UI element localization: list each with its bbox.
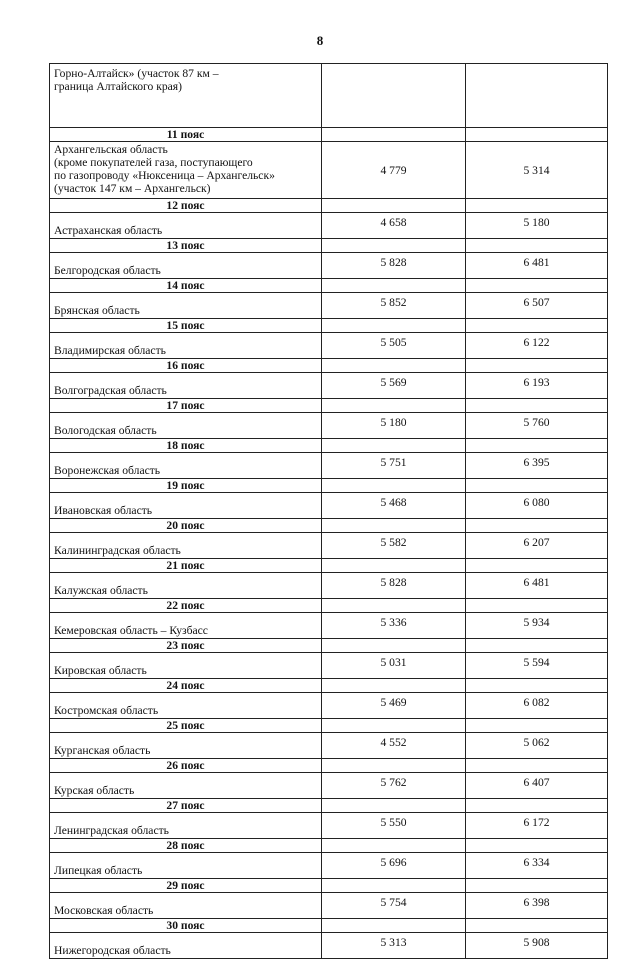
value-2-cell: 5 062	[466, 733, 608, 759]
belt-empty-cell	[322, 919, 466, 933]
value-2-cell: 5 314	[466, 142, 608, 199]
value-2-cell: 6 080	[466, 493, 608, 519]
region-name-cell: Нижегородская область	[50, 933, 322, 959]
belt-empty-cell	[466, 399, 608, 413]
belt-header-row	[50, 799, 608, 813]
belt-empty-cell	[322, 519, 466, 533]
table-row	[50, 653, 608, 679]
belt-empty-cell	[322, 199, 466, 213]
tariff-table-body	[50, 64, 608, 959]
region-name-cell: Липецкая область	[50, 853, 322, 879]
region-name-line: (участок 147 км – Архангельск)	[54, 181, 211, 195]
belt-empty-cell	[322, 799, 466, 813]
belt-header-row	[50, 519, 608, 533]
table-row	[50, 533, 608, 559]
belt-header-row	[50, 319, 608, 333]
value-2-cell: 5 760	[466, 413, 608, 439]
region-name-cell: Курская область	[50, 773, 322, 799]
value-2-cell: 5 934	[466, 613, 608, 639]
value-1-cell: 5 569	[322, 373, 466, 399]
belt-header-row	[50, 279, 608, 293]
belt-empty-cell	[466, 319, 608, 333]
belt-empty-cell	[466, 439, 608, 453]
table-row	[50, 493, 608, 519]
belt-empty-cell	[466, 719, 608, 733]
value-2-cell: 6 122	[466, 333, 608, 359]
value-1-cell: 5 550	[322, 813, 466, 839]
belt-header-row	[50, 399, 608, 413]
region-name-cell: Воронежская область	[50, 453, 322, 479]
belt-empty-cell	[322, 399, 466, 413]
belt-label: 24 пояс	[50, 679, 322, 693]
table-row	[50, 253, 608, 279]
value-2-cell: 5 908	[466, 933, 608, 959]
belt-empty-cell	[466, 479, 608, 493]
belt-label: 14 пояс	[50, 279, 322, 293]
belt-label: 18 пояс	[50, 439, 322, 453]
belt-empty-cell	[466, 639, 608, 653]
table-row	[50, 613, 608, 639]
belt-header-row	[50, 359, 608, 373]
belt-empty-cell	[466, 759, 608, 773]
value-1-cell: 5 754	[322, 893, 466, 919]
belt-empty-cell	[322, 128, 466, 142]
belt-header-row	[50, 719, 608, 733]
value-1-cell: 5 469	[322, 693, 466, 719]
table-row	[50, 773, 608, 799]
value-2-cell: 6 395	[466, 453, 608, 479]
region-name-cell: Калужская область	[50, 573, 322, 599]
region-name-cell: Белгородская область	[50, 253, 322, 279]
belt-label: 25 пояс	[50, 719, 322, 733]
value-2-cell: 6 172	[466, 813, 608, 839]
belt-header-row	[50, 679, 608, 693]
region-name-cell: Костромская область	[50, 693, 322, 719]
region-name-cell: Калининградская область	[50, 533, 322, 559]
region-name-line: Горно-Алтайск» (участок 87 км –	[54, 67, 219, 80]
belt-header-row	[50, 599, 608, 613]
page-number: 8	[316, 33, 324, 48]
table-row	[50, 733, 608, 759]
belt-empty-cell	[466, 839, 608, 853]
belt-label: 11 пояс	[50, 128, 322, 142]
value-1-cell: 4 658	[322, 213, 466, 239]
belt-label: 15 пояс	[50, 319, 322, 333]
value-1-cell: 5 031	[322, 653, 466, 679]
value-2-cell: 6 507	[466, 293, 608, 319]
belt-label: 26 пояс	[50, 759, 322, 773]
region-name-cell: Ивановская область	[50, 493, 322, 519]
value-2-cell: 6 207	[466, 533, 608, 559]
belt-label: 19 пояс	[50, 479, 322, 493]
belt-header-row	[50, 759, 608, 773]
belt-label: 23 пояс	[50, 639, 322, 653]
belt-empty-cell	[322, 439, 466, 453]
value-1-cell: 5 762	[322, 773, 466, 799]
value-1-cell: 4 552	[322, 733, 466, 759]
table-row	[50, 573, 608, 599]
belt-header-row	[50, 879, 608, 893]
belt-empty-cell	[466, 679, 608, 693]
belt-label: 20 пояс	[50, 519, 322, 533]
table-row-continued	[50, 64, 608, 128]
belt-empty-cell	[466, 879, 608, 893]
belt-label: 21 пояс	[50, 559, 322, 573]
belt-header-row	[50, 839, 608, 853]
region-name-line: по газопроводу «Нюксеница – Архангельск»	[54, 169, 275, 182]
belt-empty-cell	[466, 128, 608, 142]
belt-label: 22 пояс	[50, 599, 322, 613]
belt-header-row	[50, 239, 608, 253]
table-row	[50, 853, 608, 879]
belt-empty-cell	[466, 279, 608, 293]
belt-empty-cell	[322, 319, 466, 333]
value-1-cell: 5 336	[322, 613, 466, 639]
belt-empty-cell	[322, 599, 466, 613]
region-name-cell: Кировская область	[50, 653, 322, 679]
belt-label: 28 пояс	[50, 839, 322, 853]
region-name-line: граница Алтайского края)	[54, 80, 182, 93]
belt-header-row	[50, 199, 608, 213]
value-2-cell: 6 398	[466, 893, 608, 919]
value-1-cell: 5 852	[322, 293, 466, 319]
value-2-cell: 5 594	[466, 653, 608, 679]
belt-empty-cell	[466, 199, 608, 213]
table-row	[50, 933, 608, 959]
table-row	[50, 693, 608, 719]
belt-empty-cell	[322, 279, 466, 293]
table-row	[50, 453, 608, 479]
belt-label: 16 пояс	[50, 359, 322, 373]
belt-header-row	[50, 559, 608, 573]
value-1-cell: 5 468	[322, 493, 466, 519]
belt-empty-cell	[322, 359, 466, 373]
region-name-cell: Кемеровская область – Кузбасс	[50, 613, 322, 639]
belt-header-row	[50, 128, 608, 142]
tariff-table	[49, 63, 608, 959]
value-1-cell: 5 313	[322, 933, 466, 959]
table-row	[50, 373, 608, 399]
table-row	[50, 813, 608, 839]
belt-empty-cell	[322, 679, 466, 693]
belt-empty-cell	[466, 519, 608, 533]
table-row	[50, 293, 608, 319]
value-1-cell: 5 505	[322, 333, 466, 359]
value-1-cell: 5 828	[322, 253, 466, 279]
value-1-cell: 5 180	[322, 413, 466, 439]
region-name-cell: Волгоградская область	[50, 373, 322, 399]
belt-label: 12 пояс	[50, 199, 322, 213]
region-name-cell: Московская область	[50, 893, 322, 919]
region-name-cell: Владимирская область	[50, 333, 322, 359]
region-name-cell: Вологодская область	[50, 413, 322, 439]
value-2-cell	[466, 64, 608, 128]
belt-empty-cell	[322, 479, 466, 493]
belt-label: 30 пояс	[50, 919, 322, 933]
belt-empty-cell	[466, 239, 608, 253]
belt-empty-cell	[322, 559, 466, 573]
belt-empty-cell	[322, 719, 466, 733]
table-row	[50, 413, 608, 439]
value-2-cell: 6 082	[466, 693, 608, 719]
value-1-cell: 4 779	[322, 142, 466, 199]
belt-empty-cell	[466, 599, 608, 613]
value-2-cell: 6 334	[466, 853, 608, 879]
belt-label: 13 пояс	[50, 239, 322, 253]
value-1-cell: 5 828	[322, 573, 466, 599]
table-row	[50, 213, 608, 239]
region-name-line: (кроме покупателей газа, поступающего	[54, 156, 253, 170]
value-1-cell: 5 751	[322, 453, 466, 479]
region-name-cell: Курганская область	[50, 733, 322, 759]
belt-empty-cell	[466, 559, 608, 573]
belt-empty-cell	[322, 239, 466, 253]
belt-empty-cell	[466, 359, 608, 373]
belt-label: 17 пояс	[50, 399, 322, 413]
belt-header-row	[50, 439, 608, 453]
region-name-cell	[50, 64, 322, 128]
value-2-cell: 6 481	[466, 573, 608, 599]
table-row	[50, 893, 608, 919]
value-2-cell: 5 180	[466, 213, 608, 239]
region-name-line: Архангельская область	[54, 143, 168, 157]
belt-label: 27 пояс	[50, 799, 322, 813]
value-2-cell: 6 193	[466, 373, 608, 399]
belt-empty-cell	[322, 759, 466, 773]
region-name-cell: Ленинградская область	[50, 813, 322, 839]
value-1-cell: 5 696	[322, 853, 466, 879]
belt-label: 29 пояс	[50, 879, 322, 893]
region-name-cell: Брянская область	[50, 293, 322, 319]
belt-empty-cell	[466, 919, 608, 933]
belt-header-row	[50, 919, 608, 933]
belt-empty-cell	[322, 879, 466, 893]
belt-header-row	[50, 639, 608, 653]
region-name-cell	[50, 142, 322, 199]
value-2-cell: 6 407	[466, 773, 608, 799]
region-name-cell: Астраханская область	[50, 213, 322, 239]
table-row	[50, 142, 608, 199]
belt-empty-cell	[322, 639, 466, 653]
belt-header-row	[50, 479, 608, 493]
belt-empty-cell	[466, 799, 608, 813]
table-row	[50, 333, 608, 359]
value-1-cell: 5 582	[322, 533, 466, 559]
value-2-cell: 6 481	[466, 253, 608, 279]
belt-empty-cell	[322, 839, 466, 853]
value-1-cell	[322, 64, 466, 128]
